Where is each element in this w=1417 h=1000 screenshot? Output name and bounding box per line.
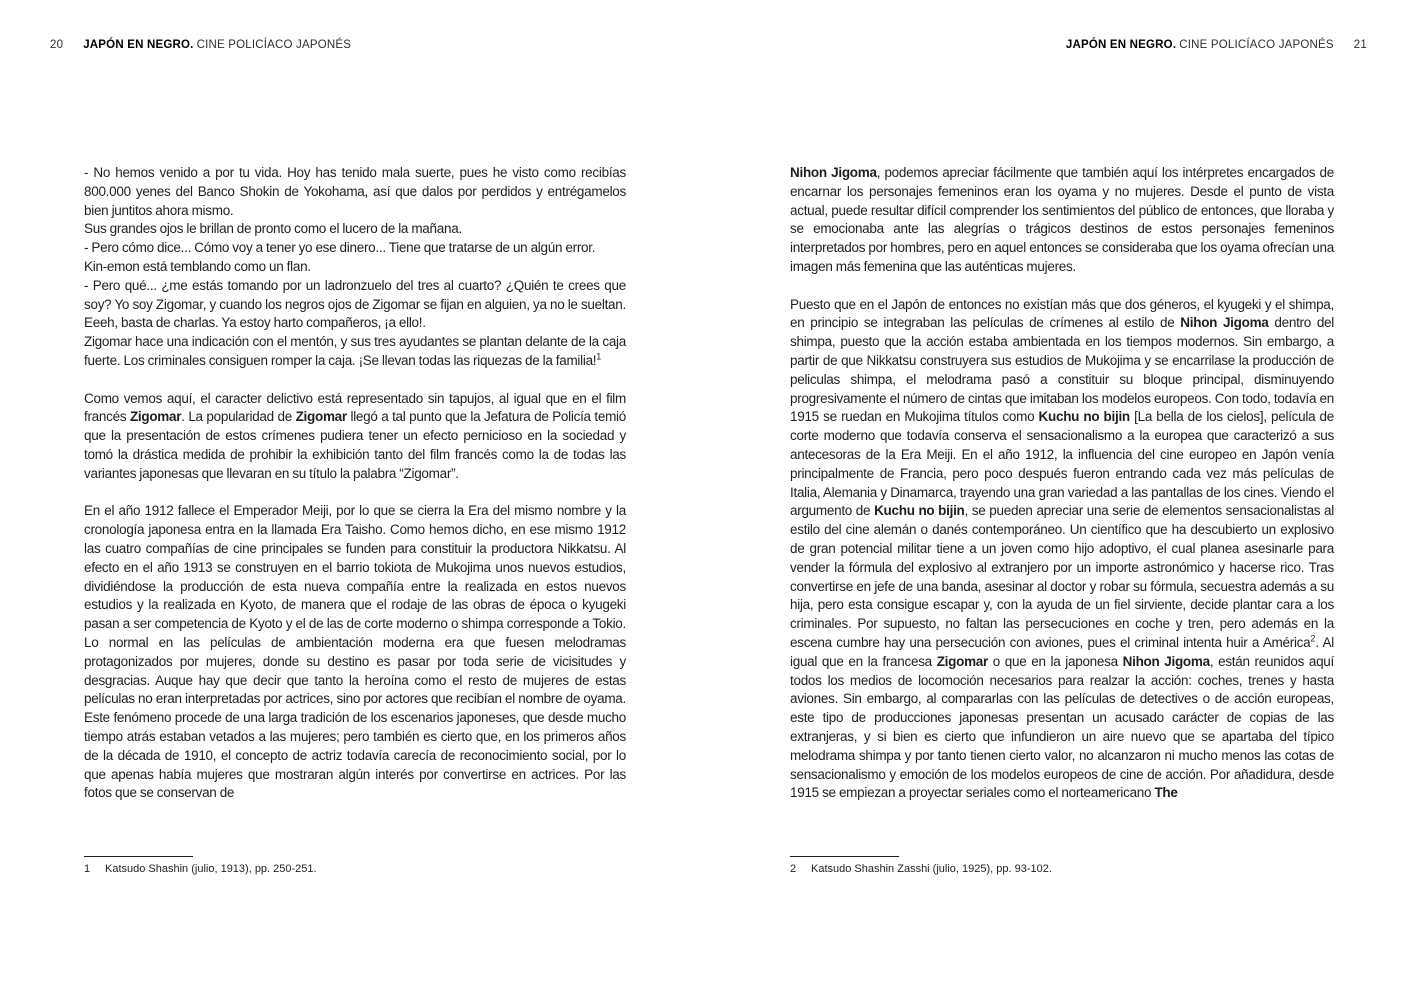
footnote-rule <box>790 856 899 857</box>
generos-paragraph: Puesto que en el Japón de entonces no existían más que dos géneros, el kyugeki y el shimpa, en principio se integraban las películas de crímenes al estilo de Nihon Jigoma dentro del shimpa, puesto que la acción estaba ambientada en los tiempos modernos. Sin embargo, a partir de que Nikkatsu construyera sus estudios de Mukojima y se encarrilase la producción de peliculas shimpa, el melodrama pasó a constituir su bloque principal, disminuyendo progresivamente el número de cintas que imitaban los modelos europeos. Con todo, todavía en 1915 se ruedan en Mukojima títulos como Kuchu no bijin [La bella de los cielos], película de corte moderno que todavía conserva el sensacionalismo a la europea que caracterizó a sus antecesoras de la Era Meiji. En el año 1912, la influencia del cine europeo en Japón venía principalmente de Francia, pero poco después fueron entrando cada vez más películas de Italia, Alemania y Dinamarca, trayendo una gran variedad a las pantallas de los cines. Viendo el argumento de Kuchu no bijin, se pueden apreciar una serie de elementos sensacionalistas al estilo del cine alemán o danés contemporáneo. Un científico que ha descubierto un explosivo de gran potencial militar tiene a un joven como hijo adoptivo, el cual planea asesinarle para vender la fórmula del explosivo al extranjero por un importe astronómico y hacerse rico. Tras convertirse en jefe de una banda, asesinar al doctor y robar su fórmula, secuestra además a su hija, pero esta consigue escapar y, con la ayuda de un fiel sirviente, decide plantar cara a los criminales. Por supuesto, no faltan las persecuciones en coche y tren, pero además en la escena cumbre hay una persecución con aviones, pues el criminal intenta huir a América$^2$. Al igual que en la francesa Zigomar o que en la japonesa Nihon Jigoma, están reunidos aquí todos los medios de locomoción necesarios para realzar la acción: coches, trenes y hasta aviones. Sin embargo, al compararlas con las películas de detectives o de acción europeas, este tipo de producciones japonesas presentan un acusado carácter de copias de las extranjeras, y si bien es cierto que infundieron un aire nuevo que se apartaba del típico melodrama shimpa y por tanto tienen cierto valor, no alcanzaron ni mucho menos las cotas de sensacionalismo y emoción de los modelos europeos de cine de acción. Por añadidura, desde 1915 se empiezan a proyectar seriales como el norteamericano The <box>790 296 1335 801</box>
oyama-paragraph: Nihon Jigoma, podemos apreciar fácilmente que también aquí los intérpretes encargados de encarnar los personajes femeninos eran los oyama y no mujeres. Desde el punto de vista actual, puede resultar difícil comprender los sentimientos del público de entonces, que lloraba y se emocionaba ante las alegrías o trágicos destinos de estos personajes femeninos interpretados por hombres, pero en aquel entonces se consideraba que los oyama ofrecían una imagen más femenina que las auténticas mujeres. <box>790 165 1335 274</box>
right-header-title-bold: JAPÓN EN NEGRO. <box>1065 39 1177 51</box>
dialogue-paragraph: - No hemos venido a por tu vida. Hoy has tenido mala suerte, pues he visto como recibías 800.000 yenes del Banco Shokin de Yokohama, así que dalos por perdidos y entrégamelos bien juntitos ahora mismo. Sus grandes ojos le brillan de pronto como el lucero de la mañana. - Pero cómo dice... Cómo voy a tener yo ese dinero... Tiene que tratarse de un algún error. Kin-emon está temblando como un flan. - Pero qué... ¿me estás tomando por un ladronzuelo del tres al cuarto? ¿Quién te crees que soy? Yo soy Zigomar, y cuando los negros ojos de Zigomar se fijan en alguien, ya no le sueltan. Eeeh, basta de charlas. Ya estoy harto compañeros, ¡a ello!. Zigomar hace una indicación con el mentón, y sus tres ayudantes se plantan delante de la caja fuerte. Los criminales consiguen romper la caja. ¡Se llevan todas las riquezas de la familia!$^1$ <box>84 165 626 368</box>
right-running-head <box>1066 39 1367 52</box>
footnote-row <box>790 862 1332 876</box>
left-page-number: 20 <box>50 39 64 51</box>
footnote-text: Katsudo Shashin (julio, 1913), pp. 250-251. <box>105 863 317 875</box>
footnote-text: Katsudo Shashin Zasshi (julio, 1925), pp. 93-102. <box>811 863 1052 875</box>
zigomar-paragraph: Como vemos aquí, el caracter delictivo está representado sin tapujos, al igual que en el film francés Zigomar. La popularidad de Zigomar llegó a tal punto que la Jefatura de Policía temió que la presentación de estos crímenes pudiera tener un efecto pernicioso en la sociedad y tomó la drástica medida de prohibir la exhibición tanto del film francés como la de todas las variantes japonesas que llevaran en su título la palabra “Zigomar”. <box>84 390 627 481</box>
right-footnote <box>790 856 1332 876</box>
right-text-column <box>790 164 1334 803</box>
left-footnote <box>84 856 626 876</box>
left-running-head <box>50 39 351 52</box>
left-text-column <box>84 164 626 803</box>
left-header-title-bold: JAPÓN EN NEGRO. <box>83 39 194 51</box>
left-header-title-rest: CINE POLICÍACO JAPONÉS <box>196 39 352 51</box>
right-page-number: 21 <box>1353 39 1367 51</box>
right-header-title-rest: CINE POLICÍACO JAPONÉS <box>1179 39 1334 51</box>
footnote-rule <box>84 856 193 857</box>
footnote-number: 1 <box>84 863 91 875</box>
footnote-number: 2 <box>790 863 797 875</box>
footnote-row <box>84 862 626 876</box>
meiji-era-paragraph: En el año 1912 fallece el Emperador Meiji, por lo que se cierra la Era del mismo nombre y la cronología japonesa entra en la llamada Era Taisho. Como hemos dicho, en ese mismo 1912 las cuatro compañías de cine principales se funden para constituir la productora Nikkatsu. Al efecto en el año 1913 se construyen en el barrio tokiota de Mukojima unos nuevos estudios, dividiéndose la producción de esta nueva compañía entre la realizada en estos nuevos estudios y la realizada en Kyoto, de manera que el rodaje de las obras de época o kyugeki pasan a ser competencia de Kyoto y el de las de corte moderno o shimpa corresponde a Tokio. Lo normal en las películas de ambientación moderna era que fuesen melodramas protagonizados por mujeres, donde su destino es pasar por toda serie de vicisitudes y desgracias. Auque hay que decir que tanto la heroína como el resto de mujeres de estas películas no eran interpretadas por actrices, sino por actores que recibían el nombre de oyama. Este fenómeno procede de una larga tradición de los escenarios japoneses, que desde mucho tiempo atrás estaban vetados a las mujeres; pero también es cierto que, en los primeros años de la década de 1910, el concepto de actriz todavía carecía de reconocimiento social, por lo que apenas había mujeres que mostraran algún interés por convertirse en actrices. Por las fotos que se conservan de <box>84 503 626 801</box>
